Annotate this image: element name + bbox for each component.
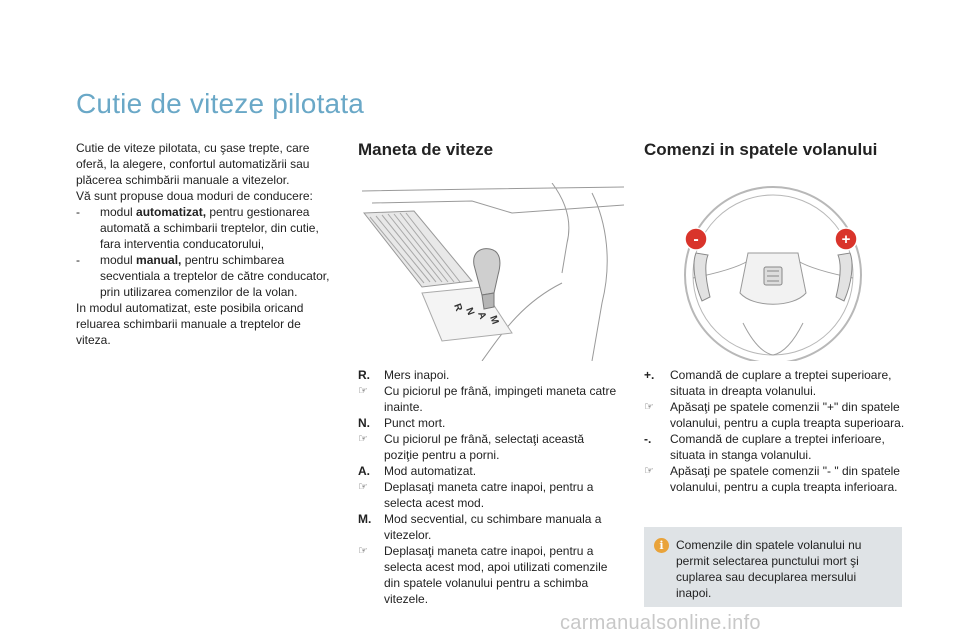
intro-text (76, 140, 338, 348)
arrow-icon: ☞ (358, 385, 368, 397)
list-text: pentru schimbarea secventiala a treptelor de către conducator, prin utilizarea comenzilor de la volan. (100, 253, 330, 299)
definition-text: Mers inapoi. (384, 368, 450, 382)
definition-text: Comandă de cuplare a treptei superioare, situata in dreapta volanului. (670, 368, 892, 398)
list-item (358, 383, 620, 415)
list-text: pentru gestionarea automată a schimbarii treptelor, din cutie, fara interventia conducatorului, (100, 205, 319, 251)
intro-paragraph-1: Cutie de viteze pilotata, cu şase trepte, care oferă, la alegere, confortul automatizării sau plăcerea schimbării manuale a vitezelor. (76, 141, 310, 187)
definition-text: Deplasaţi maneta catre inapoi, pentru a selecta acest mod. (384, 480, 594, 510)
definition-text: Mod secvential, cu schimbare manuala a vitezelor. (384, 512, 602, 542)
gate-letter-a: A (475, 310, 488, 321)
list-bold-term: manual, (136, 253, 182, 267)
minus-paddle-marker (685, 228, 707, 250)
info-note-text: Comenzile din spatele volanului nu permit selectarea punctului mort şi cuplarea sau decuplarea mersului inapoi. (676, 538, 862, 600)
list-text: modul (100, 205, 137, 219)
list-text: modul (100, 253, 137, 267)
list-bold-term: automatizat, (136, 205, 207, 219)
intro-paragraph-3: In modul automatizat, este posibila oricand reluarea schimbarii manuale a treptelor de viteza. (76, 301, 304, 347)
intro-list-item-manual (76, 252, 338, 300)
arrow-icon: ☞ (644, 401, 654, 413)
plus-paddle-marker (835, 228, 857, 250)
list-dash: - (76, 205, 80, 219)
list-item (358, 543, 620, 607)
vent-grille (364, 211, 472, 287)
list-item (358, 463, 620, 479)
definition-key: R. (358, 368, 370, 382)
list-item (644, 399, 906, 431)
list-item (644, 463, 906, 495)
definition-key: A. (358, 464, 370, 478)
list-item (358, 511, 620, 543)
definition-text: Cu piciorul pe frână, impingeti maneta catre inainte. (384, 384, 617, 414)
steering-wheel-illustration (648, 183, 898, 361)
right-paddle (836, 253, 852, 301)
arrow-icon: ☞ (358, 433, 368, 445)
definition-text: Punct mort. (384, 416, 446, 430)
plus-label: + (841, 231, 851, 248)
list-item (644, 431, 906, 463)
arrow-icon: ☞ (358, 481, 368, 493)
definition-text: Apăsaţi pe spatele comenzii "+" din spatele volanului, pentru a cupla treapta superioara. (670, 400, 905, 430)
page-title: Cutie de viteze pilotata (76, 88, 365, 119)
list-item (358, 431, 620, 463)
definition-key: -. (644, 432, 652, 446)
arrow-icon: ☞ (644, 465, 654, 477)
definition-text: Apăsaţi pe spatele comenzii "- " din spatele volanului, pentru a cupla treapta inferioara. (670, 464, 900, 494)
list-dash: - (76, 253, 80, 267)
minus-label: - (693, 231, 699, 248)
definition-text: Deplasaţi maneta catre inapoi, pentru a selecta acest mod, apoi utilizati comenzile din spatele volanului pentru a schimba vitezele. (384, 544, 608, 606)
intro-paragraph-2: Vă sunt propuse doua moduri de conducere: (76, 189, 313, 203)
gate-letter-m: M (487, 314, 501, 326)
intro-list-item-automatic (76, 204, 338, 252)
paddles-heading: Comenzi in spatele volanului (644, 140, 878, 159)
info-note (644, 527, 902, 607)
list-item (358, 367, 620, 383)
definition-text: Cu piciorul pe frână, selectaţi această poziţie pentru a porni. (384, 432, 585, 462)
wheel-hub (740, 253, 806, 304)
definition-key: +. (644, 368, 655, 382)
gate-letter-r: R (451, 302, 464, 313)
definition-text: Mod automatizat. (384, 464, 477, 478)
gear-lever-illustration (362, 183, 624, 361)
info-icon: i (654, 538, 669, 553)
definition-key: M. (358, 512, 372, 526)
definition-text: Comandă de cuplare a treptei inferioare, situata in stanga volanului. (670, 432, 885, 462)
gate-letter-n: N (463, 306, 476, 317)
list-item (358, 479, 620, 511)
list-item (644, 367, 906, 399)
paddle-definitions (644, 367, 906, 495)
lever-heading: Maneta de viteze (358, 140, 494, 159)
list-item (358, 415, 620, 431)
lever-definitions (358, 367, 620, 607)
left-paddle (694, 253, 710, 301)
watermark: carmanualsonline.info (560, 612, 761, 634)
definition-key: N. (358, 416, 370, 430)
arrow-icon: ☞ (358, 545, 368, 557)
